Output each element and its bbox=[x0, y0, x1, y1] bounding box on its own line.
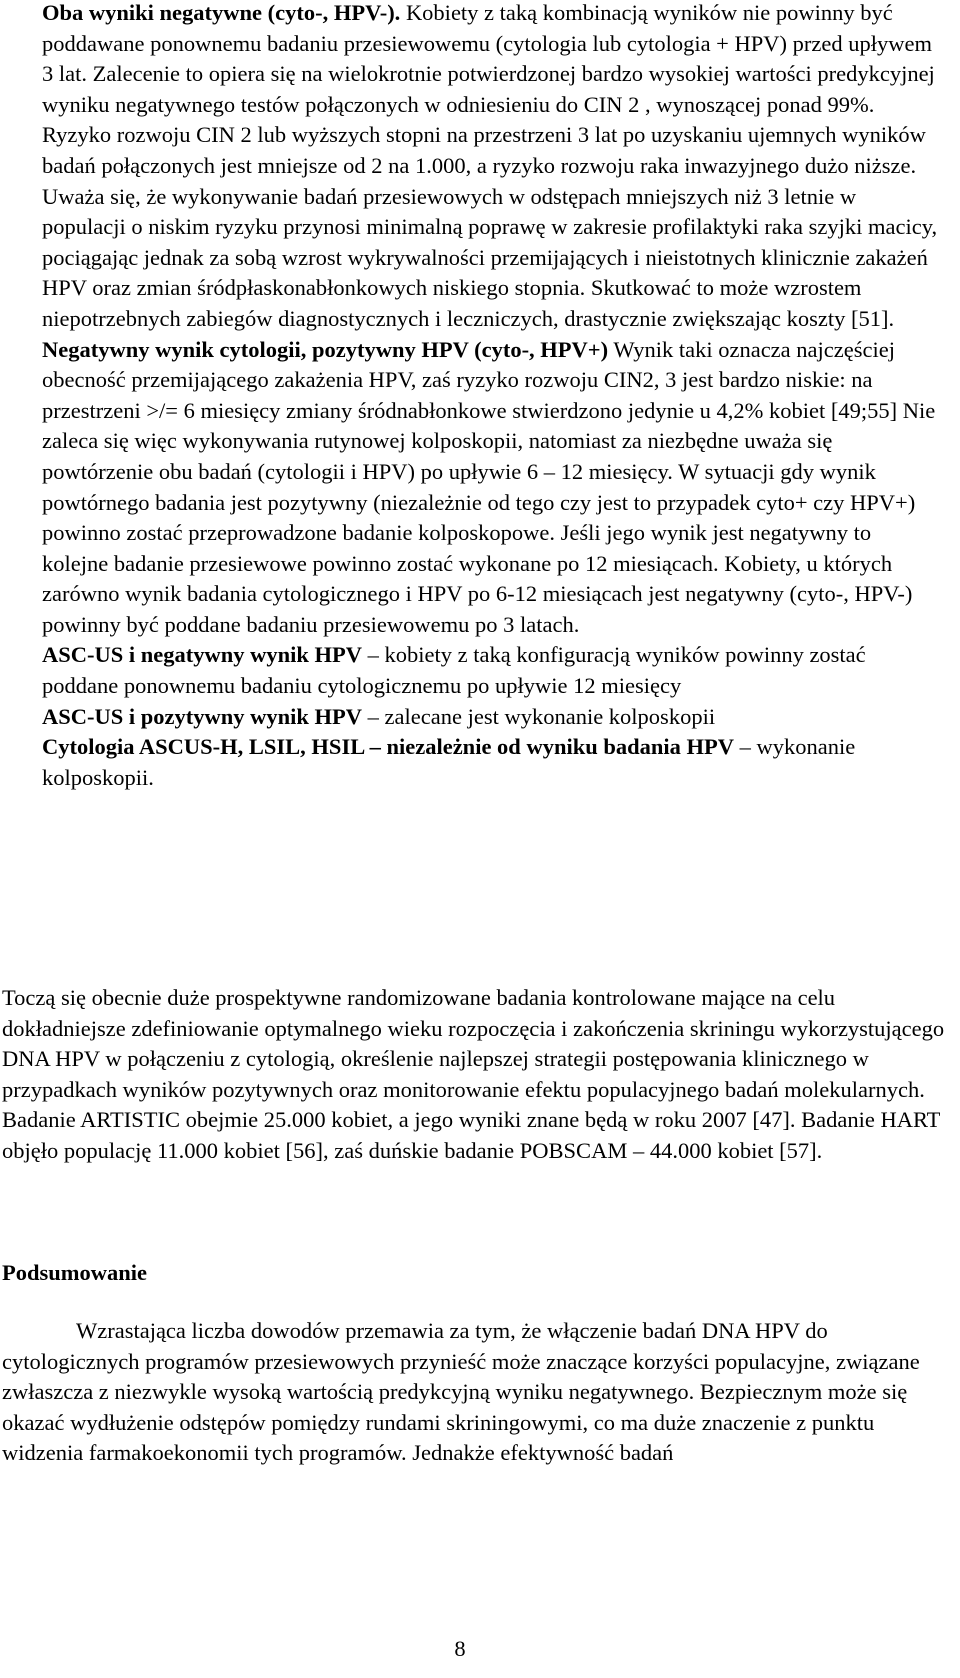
page-number: 8 bbox=[454, 1636, 466, 1661]
recommendation-text: Kobiety z taką kombinacją wyników nie powinny być poddawane ponownemu badaniu przesiewowemu (cytologia lub cytologia + HPV) przed upływem 3 lat. Zalecenie to opiera się na wielokrotnie potwierdzonej bardzo wysokiej wartości predykcyjnej wyniku negatywnego testów połączonych w odniesieniu do CIN 2 , wynoszącej ponad 99%. Ryzyko rozwoju CIN 2 lub wyższych stopni na przestrzeni 3 lat po uzyskaniu ujemnych wyników badań połączonych jest mniejsze od 2 na 1.000, a ryzyko rozwoju raka inwazyjnego dużo niższe. Uważa się, że wykonywanie badań przesiewowych w odstępach mniejszych niż 3 letnie w populacji o niskim ryzyku przynosi minimalną poprawę w zakresie profilaktyki raka szyjki macicy, pociągając jednak za sobą wzrost wykrywalności przemijających i nieistotnych klinicznie zakażeń HPV oraz zmian śródpłaskonabłonkowych niskiego stopnia. Skutkować to może wzrostem niepotrzebnych zabiegów diagnostycznych i leczniczych, drastycznie zwiększając koszty [51]. bbox=[42, 0, 938, 331]
recommendation-ascus-hpv-pos bbox=[42, 702, 942, 733]
recommendation-text: – wykonanie kolposkopii. bbox=[42, 734, 856, 790]
recommendation-high-grade-cytology bbox=[42, 732, 942, 793]
recommendation-ascus-hpv-neg bbox=[42, 640, 942, 701]
recommendation-heading: Negatywny wynik cytologii, pozytywny HPV (cyto-, HPV+) bbox=[42, 336, 609, 362]
recommendation-heading: ASC-US i negatywny wynik HPV bbox=[42, 642, 363, 668]
recommendation-heading: ASC-US i pozytywny wynik HPV bbox=[42, 703, 363, 729]
trials-paragraph: Toczą się obecnie duże prospektywne randomizowane badania kontrolowane mające na celu dokładniejsze zdefiniowanie optymalnego wieku rozpoczęcia i zakończenia skriningu wykorzystującego DNA HPV w połączeniu z cytologią, określenie najlepszej strategii postępowania klinicznego w przypadkach wyników pozytywnych oraz monitorowanie efektu populacyjnego badań molekularnych. Badanie ARTISTIC obejmie 25.000 kobiet, a jego wyniki znane będą w roku 2007 [47]. Badanie HART objęło populację 11.000 kobiet [56], zaś duńskie badanie POBSCAM – 44.000 kobiet [57]. bbox=[2, 985, 945, 1163]
recommendation-heading: Cytologia ASCUS-H, LSIL, HSIL – niezależnie od wyniku badania HPV bbox=[42, 734, 735, 760]
recommendation-both-negative bbox=[42, 0, 942, 335]
recommendation-cyto-neg-hpv-pos bbox=[42, 335, 942, 641]
recommendation-text: Wynik taki oznacza najczęściej obecność przemijającego zakażenia HPV, zaś ryzyko rozwoju CIN2, 3 jest bardzo niskie: na przestrzeni >/= 6 miesięcy zmiany śródnabłonkowe stwierdzono jedynie u 4,2% kobiet [49;55] Nie zaleca się więc wykonywania rutynowej kolposkopii, natomiast za niezbędne uważa się powtórzenie obu badań (cytologii i HPV) po upływie 6 – 12 miesięcy. W sytuacji gdy wynik powtórnego badania jest pozytywny (niezależnie od tego czy jest to przypadek cyto+ czy HPV+) powinno zostać przeprowadzone badanie kolposkopowe. Jeśli jego wynik jest negatywny to kolejne badanie przesiewowe powinno zostać wykonane po 12 miesiącach. Kobiety, u których zarówno wynik badania cytologicznego i HPV po 6-12 miesiącach jest negatywny (cyto-, HPV-) powinny być poddane badaniu przesiewowemu po 3 latach. bbox=[42, 336, 936, 637]
recommendation-text: – kobiety z taką konfiguracją wyników powinny zostać poddane ponownemu badaniu cytologicznemu po upływie 12 miesięcy bbox=[42, 642, 866, 699]
recommendation-heading: Oba wyniki negatywne (cyto-, HPV-). bbox=[42, 0, 401, 25]
summary-heading: Podsumowanie bbox=[2, 1260, 148, 1285]
summary-paragraph: Wzrastająca liczba dowodów przemawia za tym, że włączenie badań DNA HPV do cytologicznych programów przesiewowych przynieść może znaczące korzyści populacyjne, związane zwłaszcza z niezwykle wysoką wartością predykcyjną wyniku negatywnego. Bezpiecznym może się okazać wydłużenie odstępów pomiędzy rundami skriningowymi, co ma duże znaczenie z punktu widzenia farmakoekonomii tych programów. Jednakże efektywność badań bbox=[2, 1318, 920, 1466]
screening-recommendations bbox=[42, 0, 942, 793]
recommendation-text: – zalecane jest wykonanie kolposkopii bbox=[362, 703, 716, 729]
